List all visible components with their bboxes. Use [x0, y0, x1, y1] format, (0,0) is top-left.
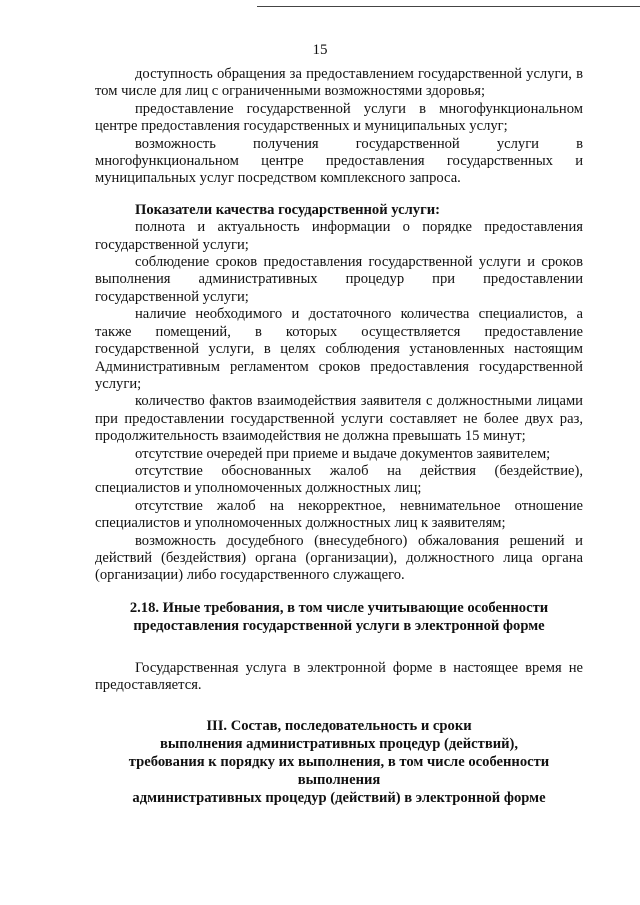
top-border-line — [257, 6, 640, 7]
quality-item: отсутствие обоснованных жалоб на действия (бездействие), специалистов и уполномоченных должностных лиц; — [95, 462, 583, 497]
paragraph-accessibility: доступность обращения за предоставлением государственной услуги, в том числе для лиц с ограниченными возможностями здоровья; — [95, 66, 583, 100]
quality-item: отсутствие жалоб на некорректное, невнимательное отношение специалистов и уполномоченных должностных лиц к заявителям; — [95, 497, 583, 532]
section-III-heading-line4: выполнения — [297, 771, 381, 788]
section-2-18-heading-line1: 2.18. Иные требования, в том числе учитывающие особенности — [129, 599, 549, 616]
quality-item: соблюдение сроков предоставления государственной услуги и сроков выполнения административных процедур при предоставлении государственной услуги; — [95, 254, 583, 305]
document-body — [95, 66, 583, 807]
section-2-18-heading-line2: предоставления государственной услуги в электронной форме — [133, 618, 545, 635]
section-III-heading-line5: административных процедур (действий) в электронной форме — [132, 789, 546, 806]
quality-item: отсутствие очередей при приеме и выдаче документов заявителем; — [135, 445, 551, 462]
paragraph-complex-request: возможность получения государственной услуги в многофункциональном центре предоставления государственных и муниципальных услуг посредством комплексного запроса. — [95, 135, 583, 187]
section-2-18-body: Государственная услуга в электронной форме в настоящее время не предоставляется. — [95, 659, 583, 693]
quality-heading: Показатели качества государственной услуги: — [135, 201, 440, 218]
page-number: 15 — [312, 42, 328, 58]
quality-item: количество фактов взаимодействия заявителя с должностными лицами при предоставлении государственной услуги составляет не более двух раз, продолжительность взаимодействия не должна превышать 15 минут; — [95, 393, 583, 445]
quality-item: полнота и актуальность информации о порядке предоставления государственной услуги; — [95, 219, 583, 253]
section-III-heading-line2: выполнения административных процедур (действий), — [159, 736, 519, 753]
quality-item: наличие необходимого и достаточного количества специалистов, а также помещений, в которых осуществляется предоставление государственной услуги, в целях соблюдения установленных настоящим Административным регламентом сроков предоставления государственной услуги; — [95, 306, 583, 392]
paragraph-mfc: предоставление государственной услуги в многофункциональном центре предоставления государственных и муниципальных услуг; — [95, 100, 583, 135]
quality-item: возможность досудебного (внесудебного) обжалования решений и действий (бездействия) органа (организации), должностного лица органа (организации) либо государственного служащего. — [95, 532, 583, 584]
section-III-heading-line1: III. Состав, последовательность и сроки — [206, 718, 472, 735]
section-III-heading-line3: требования к порядку их выполнения, в том числе особенности — [128, 754, 550, 770]
